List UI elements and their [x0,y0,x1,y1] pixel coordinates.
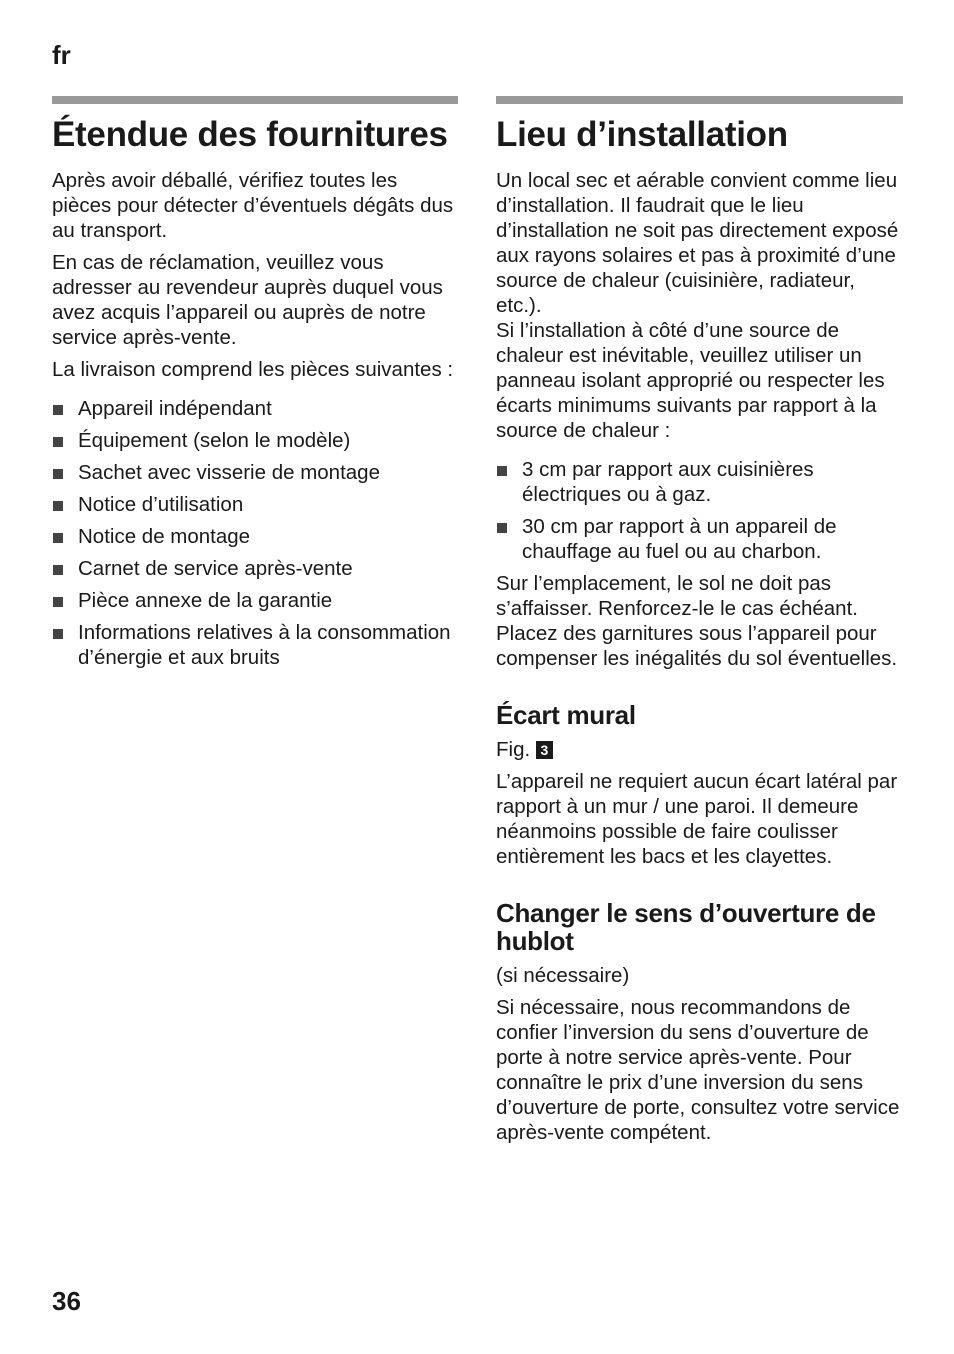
page-number: 36 [52,1286,81,1316]
figure-number-badge: 3 [536,741,553,759]
list-item: Notice de montage [52,524,458,549]
paragraph: Si nécessaire, nous recommandons de confier l’inversion du sens d’ouverture de porte à notre service après-vente. Pour connaître le prix d’une inversion du sens d’ouverture de porte, consultez votre service après-vente compétent. [496,996,900,1144]
paragraph: Un local sec et aérable convient comme lieu d’installation. Il faudrait que le lieu d’installation ne soit pas directement exposé aux rayons solaires et pas à proximité d’une source de chaleur (cuisinière, radiateur, etc.). [496,169,899,317]
section-rule [52,96,458,104]
installation-section [496,96,903,1152]
section-title: Lieu d’installation [496,115,788,154]
paragraph: La livraison comprend les pièces suivantes : [52,358,454,381]
paragraph: En cas de réclamation, veuillez vous adresser au revendeur auprès duquel vous avez acquis l’appareil ou auprès de notre service après-vente. [52,251,443,349]
list-item: Équipement (selon le modèle) [52,428,458,453]
language-tag: fr [52,40,71,70]
list-item: Pièce annexe de la garantie [52,588,458,613]
note: (si nécessaire) [496,964,630,987]
list-item: Sachet avec visserie de montage [52,460,458,485]
list-item: Appareil indépendant [52,396,458,421]
section-rule [496,96,903,104]
paragraph: Après avoir déballé, vérifiez toutes les pièces pour détecter d’éventuels dégâts dus au transport. [52,169,454,242]
delivery-scope-section [52,96,458,677]
list-item: Notice d’utilisation [52,492,458,517]
paragraph: Sur l’emplacement, le sol ne doit pas s’affaisser. Renforcez-le le cas échéant. Placez des garnitures sous l’appareil pour compenser les inégalités du sol éventuelles. [496,572,898,670]
section-title: Étendue des fournitures [52,115,448,154]
figure-reference [496,737,903,762]
list-item: Carnet de service après-vente [52,556,458,581]
list-item: Informations relatives à la consommation d’énergie et aux bruits [52,620,458,670]
subsection-title: Écart mural [496,700,636,730]
subsection-title: Changer le sens d’ouverture de hublot [496,898,876,956]
paragraph: L’appareil ne requiert aucun écart latéral par rapport à un mur / une paroi. Il demeure néanmoins possible de faire coulisser entièrement les bacs et les clayettes. [496,770,898,868]
list-item: 3 cm par rapport aux cuisinières électriques ou à gaz. [496,457,903,507]
paragraph: Si l’installation à côté d’une source de chaleur est inévitable, veuillez utiliser un panneau isolant approprié ou respecter les écarts minimums suivants par rapport à la source de chaleur : [496,319,885,442]
list-item: 30 cm par rapport à un appareil de chauffage au fuel ou au charbon. [496,514,903,564]
delivery-list [52,396,458,670]
distance-list [496,457,903,564]
fig-label: Fig. [496,738,531,761]
